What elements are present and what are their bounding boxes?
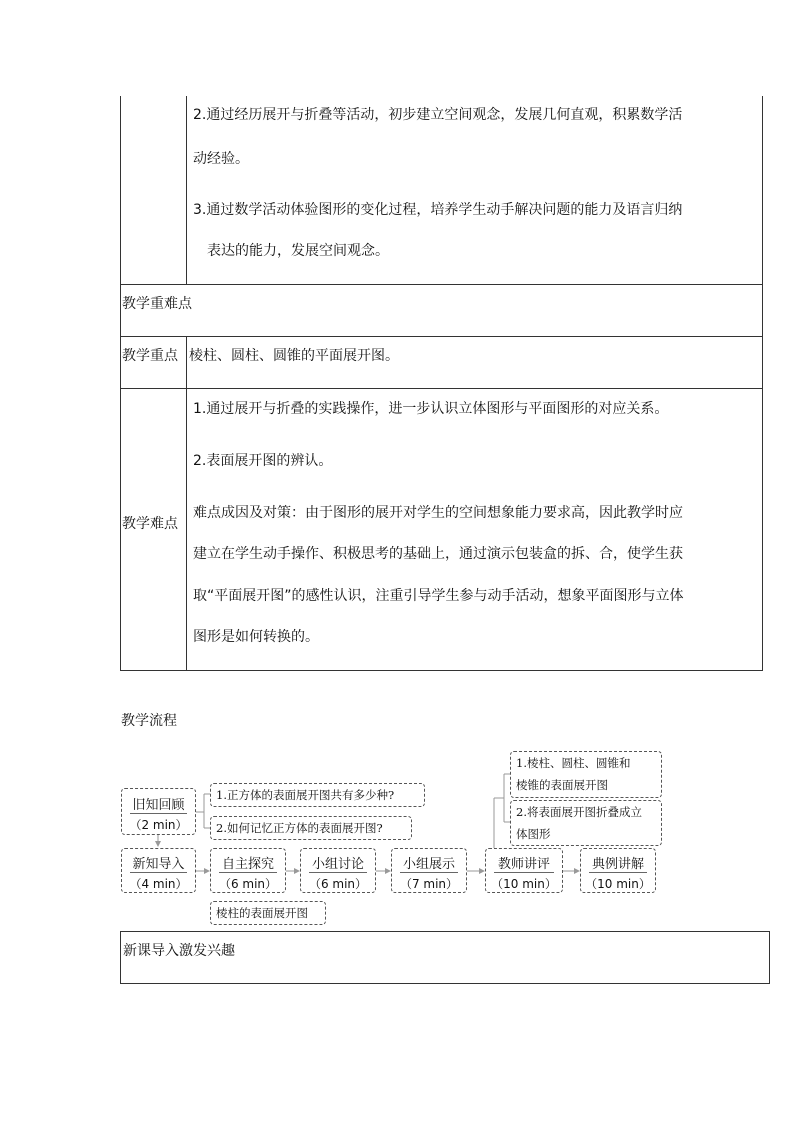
section-header-box	[120, 931, 770, 984]
review-time: （2 min）	[129, 818, 188, 832]
section-header-text: 新课导入激发兴趣	[123, 943, 235, 959]
prism-note	[210, 901, 326, 925]
question-1-note	[210, 783, 425, 807]
step-label: 典例讲解	[591, 857, 644, 872]
teacher-note-1	[510, 751, 662, 798]
step-time: （6 min）	[218, 877, 278, 891]
step-self-explore	[210, 848, 286, 893]
step-group-discussion	[300, 848, 376, 893]
step-label: 小组展示	[402, 857, 455, 872]
question-2-text: 2.如何记忆正方体的表面展开图?	[216, 821, 383, 835]
review-label: 旧知回顾	[132, 798, 185, 813]
difficult-point-label: 教学难点	[122, 516, 178, 532]
step-time: （6 min）	[308, 877, 368, 891]
step-label: 新知导入	[132, 857, 185, 872]
strategy-line-1: 难点成因及对策：由于图形的展开对学生的空间想象能力要求高，因此教学时应	[193, 505, 683, 521]
step-time: （10 min）	[585, 877, 651, 891]
step-group-show	[391, 848, 467, 893]
step-time: （4 min）	[129, 877, 188, 891]
goal-2-line-2: 动经验。	[193, 151, 249, 167]
teacher-note-2-line-1: 2.将表面展开图折叠成立	[516, 805, 642, 819]
step-label: 教师讲评	[497, 857, 550, 872]
strategy-line-3: 取“平面展开图”的感性认识，注重引导学生参与动手活动，想象平面图形与立体	[193, 588, 684, 604]
strategy-line-4: 图形是如何转换的。	[193, 629, 319, 645]
step-time: （7 min）	[399, 877, 459, 891]
question-2-note	[210, 816, 412, 840]
step-teacher-review	[485, 848, 563, 893]
difficult-point-1: 1.通过展开与折叠的实践操作，进一步认识立体图形与平面图形的对应关系。	[193, 401, 669, 417]
step-time: （10 min）	[491, 877, 557, 891]
step-label: 小组讨论	[311, 857, 364, 872]
flow-title: 教学流程	[121, 713, 177, 729]
teacher-note-1-line-1: 1.棱柱、圆柱、圆锥和	[516, 756, 631, 770]
key-point-text: 棱柱、圆柱、圆锥的平面展开图。	[189, 348, 399, 364]
strategy-line-2: 建立在学生动手操作、积极思考的基础上，通过演示包装盒的拆、合，使学生获	[193, 546, 683, 562]
review-box	[121, 788, 196, 835]
step-new-knowledge	[121, 848, 196, 893]
step-label: 自主探究	[221, 857, 274, 872]
teacher-note-2	[510, 800, 662, 846]
goal-3-line-2: 表达的能力，发展空间观念。	[207, 243, 389, 259]
key-difficult-header: 教学重难点	[122, 296, 192, 312]
teacher-note-1-line-2: 棱锥的表面展开图	[516, 778, 608, 792]
difficult-point-2: 2.表面展开图的辨认。	[193, 453, 333, 469]
goal-2-line-1: 2.通过经历展开与折叠等活动，初步建立空间观念，发展几何直观，积累数学活	[193, 107, 683, 123]
key-point-label: 教学重点	[122, 348, 178, 364]
prism-note-text: 棱柱的表面展开图	[216, 906, 308, 920]
question-1-text: 1.正方体的表面展开图共有多少种?	[216, 788, 395, 802]
step-example	[580, 848, 656, 893]
teacher-note-2-line-2: 体图形	[516, 827, 551, 841]
goal-3-line-1: 3.通过数学活动体验图形的变化过程，培养学生动手解决问题的能力及语言归纳	[193, 202, 683, 218]
